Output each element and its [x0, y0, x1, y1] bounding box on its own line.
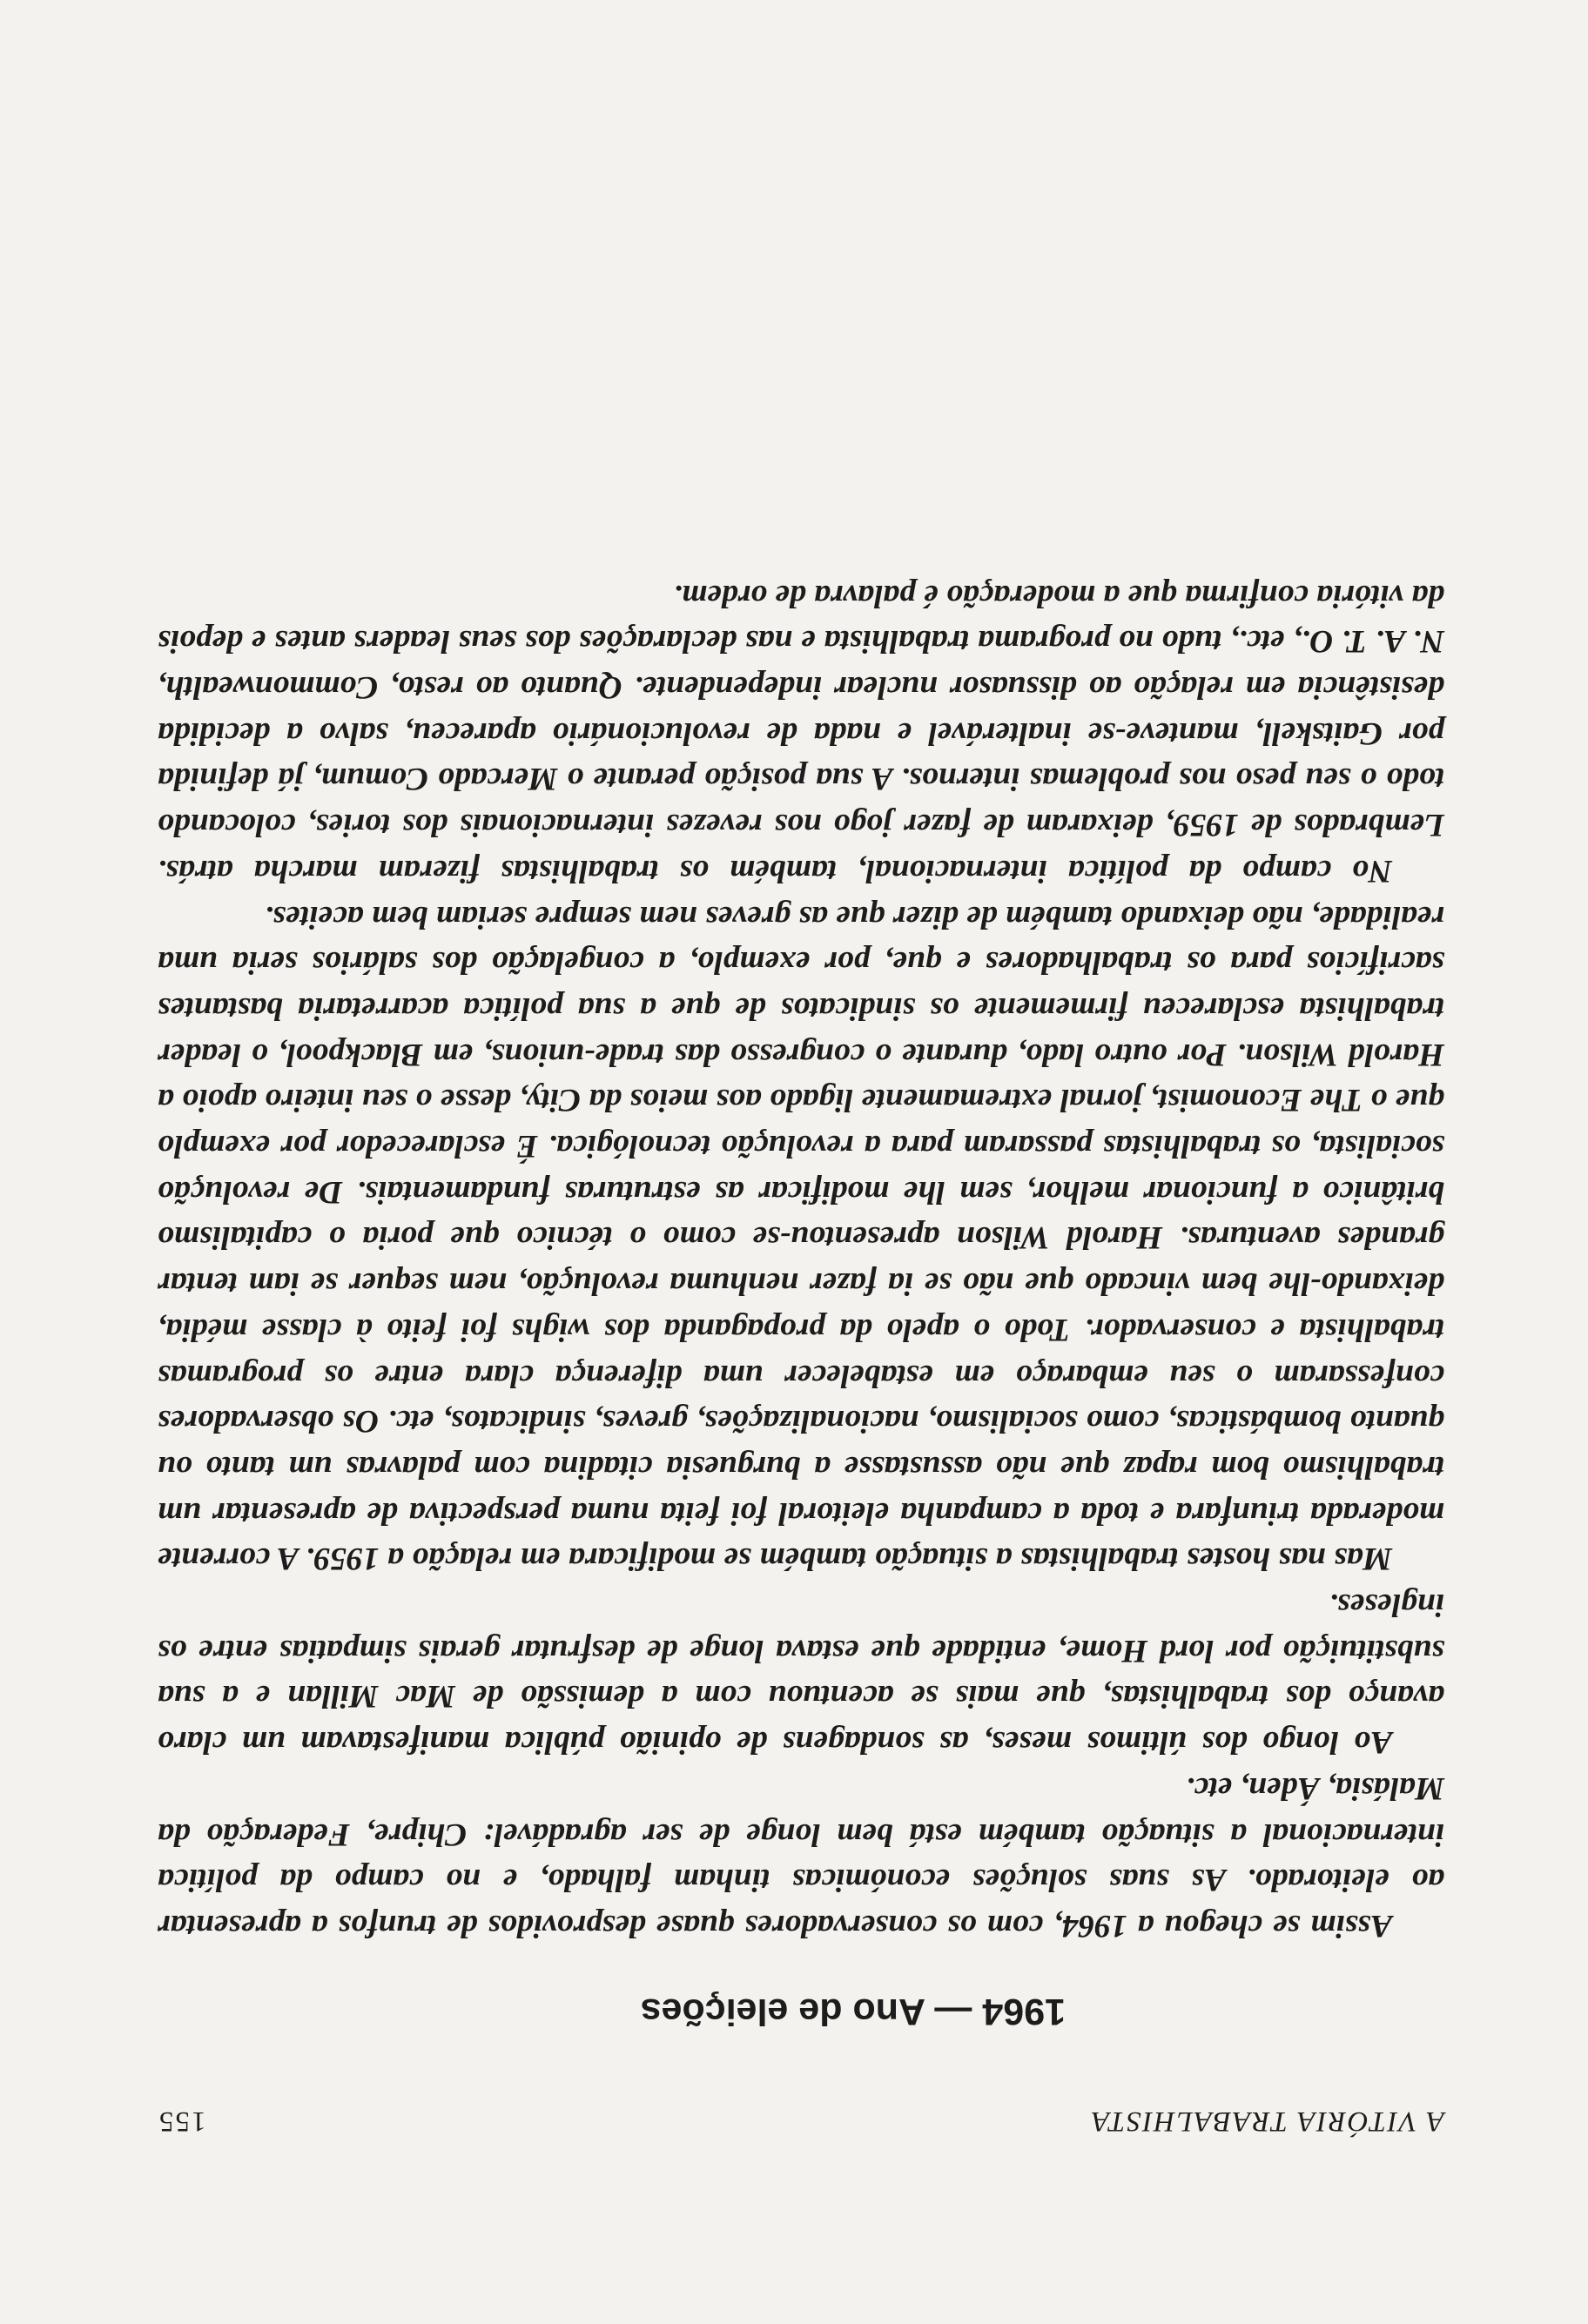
running-head-title: A VITÓRIA TRABALHISTA: [1090, 2106, 1444, 2137]
body-text: [158, 572, 1444, 1948]
running-head: [158, 2093, 1444, 2137]
paragraph: Ao longo dos últimos meses, as sondagens de opinião pública manifestavam um claro avanço dos trabalhistas, que mais se acentuou com a demissão de Mac Millan e a sua substituição por lord Home, entidade que estava longe de desfrutar gerais simpatias entre os ingleses.: [158, 1587, 1444, 1761]
paragraph: Assim se chegou a 1964, com os conservadores quase desprovidos de trunfos a apresentar ao eleitorado. As suas soluções económicas tinham falhado, e no campo da política internacional a situação também está bem longe de ser agradável: Chipre, Federação da Malásia, Áden, etc.: [158, 1770, 1444, 1944]
paragraph: No campo da política internacional, também os trabalhistas fizeram marcha atrás. Lembrados de 1959, deixaram de fazer jogo nos revezes internacionais dos tories, colocando todo o seu peso nos problemas internos. A sua posição perante o Mercado Comum, já definida por Gaitskell, manteve-se inalterável e nada de revolucionário apareceu, salvo a decidida desistência em relação ao dissuasor nuclear independente. Quanto ao resto, Commonwealth, N. A. T. O., etc., tudo no programa trabalhista e nas declarações dos seus leaders antes e depois da vitória confirma que a moderação é palavra de ordem.: [158, 577, 1444, 889]
paragraph: Mas nas hostes trabalhistas a situação também se modificara em relação a 1959. A corrente moderada triunfara e toda a campanha eleitoral foi feita numa perspectiva de apresentar um trabalhismo bom rapaz que não assustasse a burguesia citadina com palavras um tanto ou quanto bombásticas, como socialismo, nacionalizações, greves, sindicatos, etc. Os observadores confessaram o seu embaraço em estabelecer uma diferença clara entre os programas trabalhista e conservador. Todo o apelo da propaganda dos wighs foi feito à classe média, deixando-lhe bem vincado que não se ia fazer nenhuma revolução, nem sequer se iam tentar grandes aventuras. Harold Wilson apresentou-se como o técnico que poria o capitalismo britânico a funcionar melhor, sem lhe modificar as estruturas fundamentais. De revolução socialista, os trabalhistas passaram para a revolução tecnológica. É esclarecedor por exemplo que o The Economist, jornal extremamente ligado aos meios da City, desse o seu inteiro apoio a Harold Wilson. Por outro lado, durante o congresso das trade-unions, em Blackpool, o leader trabalhista esclareceu firmemente os sindicatos de que a sua política acarretaria bastantes sacrifícios para os trabalhadores e que, por exemplo, a congelação dos salários seria uma realidade, não deixando também de dizer que as greves nem sempre seriam bem aceites.: [158, 898, 1444, 1577]
chapter-title: 1964 — Ano de eleições: [640, 1991, 1066, 2032]
page-number: 155: [158, 2106, 206, 2137]
